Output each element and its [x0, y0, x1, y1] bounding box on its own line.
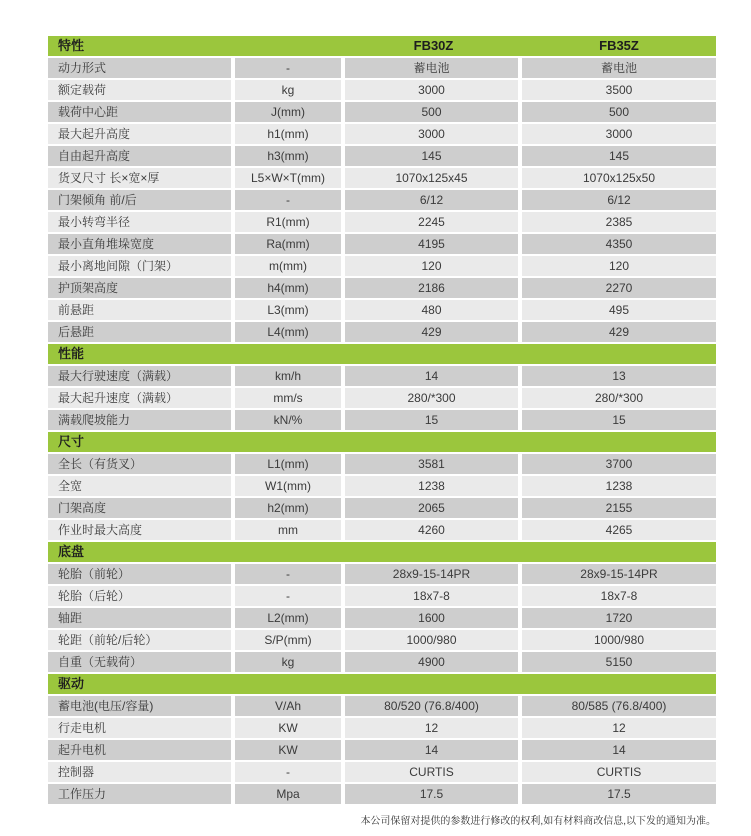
row-unit: - [235, 586, 345, 606]
spec-table [48, 36, 716, 806]
row-value-fb35z: 1070x125x50 [522, 168, 716, 188]
row-unit: kN/% [235, 410, 345, 430]
row-value-fb30z: 3000 [345, 80, 522, 100]
table-row [48, 80, 716, 100]
row-value-fb35z: 18x7-8 [522, 586, 716, 606]
table-row [48, 388, 716, 408]
row-value-fb30z: 6/12 [345, 190, 522, 210]
row-value-fb35z: 2270 [522, 278, 716, 298]
row-value-fb30z: 2245 [345, 212, 522, 232]
row-value-fb35z: 28x9-15-14PR [522, 564, 716, 584]
row-value-fb30z: 4260 [345, 520, 522, 540]
section-header [48, 542, 716, 562]
table-row [48, 366, 716, 386]
row-value-fb30z: 15 [345, 410, 522, 430]
row-value-fb35z: 2385 [522, 212, 716, 232]
section-header [48, 674, 716, 694]
row-value-fb30z: 2065 [345, 498, 522, 518]
table-row [48, 190, 716, 210]
row-label: 最小直角堆垛宽度 [48, 234, 235, 254]
row-label: 行走电机 [48, 718, 235, 738]
table-row [48, 234, 716, 254]
row-value-fb30z: 1000/980 [345, 630, 522, 650]
row-value-fb30z: 17.5 [345, 784, 522, 804]
row-label: 前悬距 [48, 300, 235, 320]
row-unit: m(mm) [235, 256, 345, 276]
row-value-fb35z: 3500 [522, 80, 716, 100]
row-unit: - [235, 190, 345, 210]
row-value-fb35z: 13 [522, 366, 716, 386]
table-row [48, 718, 716, 738]
row-label: 自由起升高度 [48, 146, 235, 166]
table-row [48, 256, 716, 276]
row-unit: mm/s [235, 388, 345, 408]
row-unit: L5×W×T(mm) [235, 168, 345, 188]
row-value-fb35z: 12 [522, 718, 716, 738]
row-value-fb35z: 3700 [522, 454, 716, 474]
row-label: 载荷中心距 [48, 102, 235, 122]
row-value-fb30z: 4195 [345, 234, 522, 254]
table-row [48, 58, 716, 78]
row-unit: - [235, 564, 345, 584]
header-feature-label: 特性 [58, 38, 85, 53]
table-row [48, 212, 716, 232]
section-title: 驱动 [58, 676, 85, 691]
row-label: 护顶架高度 [48, 278, 235, 298]
table-row [48, 278, 716, 298]
header-unit-label [235, 36, 345, 56]
row-unit: mm [235, 520, 345, 540]
row-label: 门架高度 [48, 498, 235, 518]
row-label: 作业时最大高度 [48, 520, 235, 540]
row-unit: S/P(mm) [235, 630, 345, 650]
row-label: 最大行驶速度（满载） [48, 366, 235, 386]
row-label: 自重（无载荷） [48, 652, 235, 672]
row-value-fb30z: 14 [345, 740, 522, 760]
row-unit: - [235, 58, 345, 78]
row-value-fb30z: 18x7-8 [345, 586, 522, 606]
row-value-fb30z: 4900 [345, 652, 522, 672]
row-label: 蓄电池(电压/容量) [48, 696, 235, 716]
row-label: 全长（有货叉） [48, 454, 235, 474]
row-value-fb30z: 12 [345, 718, 522, 738]
table-header-row [48, 36, 716, 56]
row-label: 轮距（前轮/后轮） [48, 630, 235, 650]
row-label: 轴距 [48, 608, 235, 628]
row-unit: J(mm) [235, 102, 345, 122]
row-value-fb35z: 2155 [522, 498, 716, 518]
row-unit: h2(mm) [235, 498, 345, 518]
row-value-fb30z: 120 [345, 256, 522, 276]
row-value-fb35z: 17.5 [522, 784, 716, 804]
row-value-fb30z: 80/520 (76.8/400) [345, 696, 522, 716]
row-label: 轮胎（前轮） [48, 564, 235, 584]
row-unit: Mpa [235, 784, 345, 804]
row-unit: - [235, 762, 345, 782]
row-value-fb35z: 4265 [522, 520, 716, 540]
row-unit: Ra(mm) [235, 234, 345, 254]
table-row [48, 564, 716, 584]
row-label: 最小离地间隙（门架） [48, 256, 235, 276]
row-unit: W1(mm) [235, 476, 345, 496]
header-model-fb30z: FB30Z [413, 38, 454, 53]
row-value-fb35z: 429 [522, 322, 716, 342]
row-value-fb35z: 120 [522, 256, 716, 276]
row-value-fb30z: 429 [345, 322, 522, 342]
row-value-fb35z: 5150 [522, 652, 716, 672]
table-row [48, 476, 716, 496]
table-row [48, 652, 716, 672]
row-label: 轮胎（后轮） [48, 586, 235, 606]
row-value-fb30z: 1238 [345, 476, 522, 496]
row-value-fb35z: 145 [522, 146, 716, 166]
table-row [48, 168, 716, 188]
table-row [48, 300, 716, 320]
row-value-fb30z: 480 [345, 300, 522, 320]
row-label: 额定载荷 [48, 80, 235, 100]
section-title: 尺寸 [58, 434, 85, 449]
row-value-fb35z: 1238 [522, 476, 716, 496]
row-unit: KW [235, 740, 345, 760]
table-row [48, 498, 716, 518]
row-value-fb35z: 500 [522, 102, 716, 122]
table-row [48, 322, 716, 342]
row-label: 满载爬坡能力 [48, 410, 235, 430]
row-value-fb35z: 1000/980 [522, 630, 716, 650]
section-header [48, 344, 716, 364]
row-unit: L3(mm) [235, 300, 345, 320]
row-value-fb35z: 80/585 (76.8/400) [522, 696, 716, 716]
section-title: 底盘 [58, 544, 85, 559]
row-unit: h3(mm) [235, 146, 345, 166]
row-value-fb30z: 1600 [345, 608, 522, 628]
row-value-fb35z: 15 [522, 410, 716, 430]
row-value-fb35z: CURTIS [522, 762, 716, 782]
row-label: 工作压力 [48, 784, 235, 804]
row-value-fb35z: 280/*300 [522, 388, 716, 408]
row-value-fb35z: 6/12 [522, 190, 716, 210]
row-label: 后悬距 [48, 322, 235, 342]
table-row [48, 124, 716, 144]
row-label: 最小转弯半径 [48, 212, 235, 232]
row-value-fb35z: 4350 [522, 234, 716, 254]
table-row [48, 102, 716, 122]
header-model-fb35z: FB35Z [599, 38, 639, 53]
table-row [48, 520, 716, 540]
section-header [48, 432, 716, 452]
table-row [48, 696, 716, 716]
row-unit: R1(mm) [235, 212, 345, 232]
row-unit: V/Ah [235, 696, 345, 716]
row-label: 货叉尺寸 长×宽×厚 [48, 168, 235, 188]
table-row [48, 784, 716, 804]
row-value-fb35z: 14 [522, 740, 716, 760]
row-value-fb30z: 145 [345, 146, 522, 166]
row-unit: KW [235, 718, 345, 738]
row-label: 全宽 [48, 476, 235, 496]
table-row [48, 146, 716, 166]
row-value-fb30z: 3000 [345, 124, 522, 144]
row-unit: h1(mm) [235, 124, 345, 144]
row-unit: L4(mm) [235, 322, 345, 342]
row-label: 控制器 [48, 762, 235, 782]
row-label: 动力形式 [48, 58, 235, 78]
row-value-fb35z: 495 [522, 300, 716, 320]
row-value-fb35z: 3000 [522, 124, 716, 144]
row-value-fb35z: 蓄电池 [522, 58, 716, 78]
table-row [48, 630, 716, 650]
row-value-fb30z: 3581 [345, 454, 522, 474]
section-title: 性能 [58, 346, 85, 361]
row-label: 起升电机 [48, 740, 235, 760]
table-row [48, 410, 716, 430]
table-row [48, 762, 716, 782]
row-value-fb30z: 280/*300 [345, 388, 522, 408]
row-unit: L2(mm) [235, 608, 345, 628]
row-value-fb30z: 14 [345, 366, 522, 386]
table-body [48, 58, 716, 804]
table-row [48, 740, 716, 760]
row-unit: km/h [235, 366, 345, 386]
row-unit: L1(mm) [235, 454, 345, 474]
row-unit: kg [235, 652, 345, 672]
footer-note: 本公司保留对提供的参数进行修改的权利,如有材料商改信息,以下发的通知为准。 [360, 816, 716, 827]
row-value-fb30z: 28x9-15-14PR [345, 564, 522, 584]
row-label: 最大起升速度（满载） [48, 388, 235, 408]
table-row [48, 586, 716, 606]
row-value-fb30z: 2186 [345, 278, 522, 298]
table-row [48, 608, 716, 628]
row-value-fb30z: 500 [345, 102, 522, 122]
row-label: 门架倾角 前/后 [48, 190, 235, 210]
row-value-fb35z: 1720 [522, 608, 716, 628]
row-unit: h4(mm) [235, 278, 345, 298]
row-value-fb30z: 蓄电池 [345, 58, 522, 78]
row-value-fb30z: 1070x125x45 [345, 168, 522, 188]
row-value-fb30z: CURTIS [345, 762, 522, 782]
table-row [48, 454, 716, 474]
row-unit: kg [235, 80, 345, 100]
row-label: 最大起升高度 [48, 124, 235, 144]
